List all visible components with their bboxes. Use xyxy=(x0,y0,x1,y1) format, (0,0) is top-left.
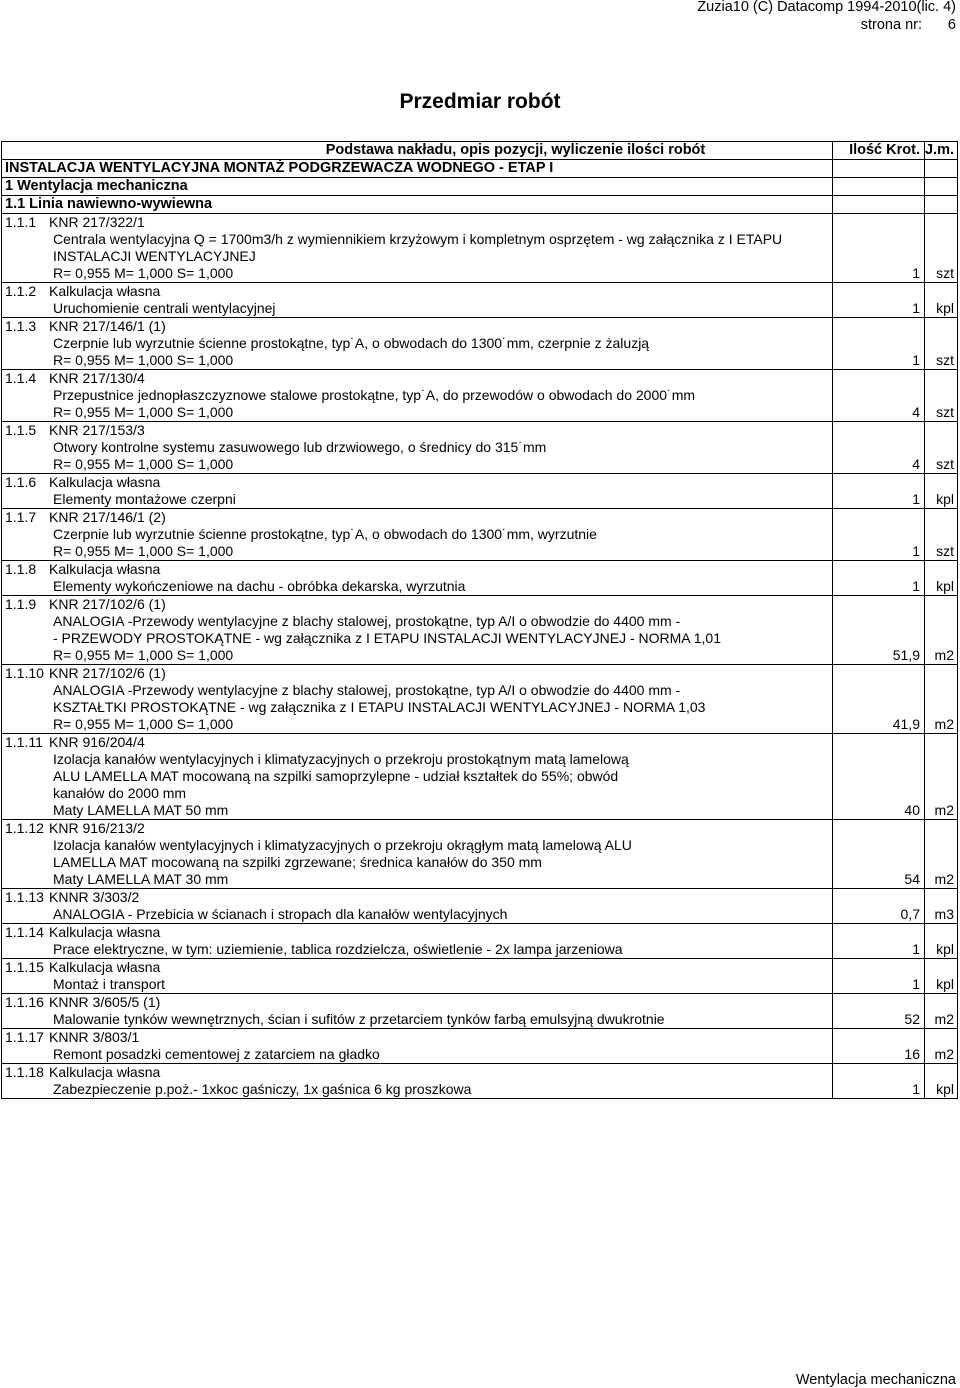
item-unit: m2 xyxy=(924,665,957,734)
item-basis-code: KNR 217/102/6 (1) xyxy=(49,596,166,612)
item-basis-code: KNR 217/153/3 xyxy=(49,422,145,438)
item-description-line: Prace elektryczne, w tym: uziemienie, tablica rozdzielcza, oświetlenie - 2x lampa jarzeniowa xyxy=(53,941,623,957)
item-description-line: Czerpnie lub wyrzutnie ścienne prostokątne, typ˙A, o obwodach do 1300˙mm, wyrzutnie xyxy=(53,526,597,542)
item-description-line: kanałów do 2000 mm xyxy=(53,785,187,801)
item-basis-code: KNR 217/146/1 (1) xyxy=(49,318,166,334)
item-basis-code: Kalkulacja własna xyxy=(49,959,161,975)
section-row xyxy=(2,178,958,196)
header-quantity-label: Ilość xyxy=(849,142,883,158)
item-description-cell xyxy=(2,734,833,820)
item-quantity: 1 xyxy=(832,474,924,509)
section-title: INSTALACJA WENTYLACYJNA MONTAŻ PODGRZEWACZA WODNEGO - ETAP I xyxy=(2,160,833,178)
item-unit: szt xyxy=(924,509,957,561)
item-basis-code: Kalkulacja własna xyxy=(49,474,161,490)
item-description-cell xyxy=(2,370,833,422)
item-quantity: 4 xyxy=(832,370,924,422)
item-description-line: Elementy wykończeniowe na dachu - obróbka dekarska, wyrzutnia xyxy=(53,578,466,594)
item-description-cell xyxy=(2,924,833,959)
item-description-cell xyxy=(2,1064,833,1099)
item-quantity: 1 xyxy=(832,924,924,959)
item-quantity: 16 xyxy=(832,1029,924,1064)
item-number: 1.1.6 xyxy=(5,474,37,490)
item-header xyxy=(5,1064,829,1081)
item-description-line: Izolacja kanałów wentylacyjnych i klimatyzacyjnych o przekroju prostokątnym matą lamelową xyxy=(53,751,629,767)
item-basis-code: KNNR 3/605/5 (1) xyxy=(49,994,161,1010)
item-description-line: ANALOGIA -Przewody wentylacyjne z blachy stalowej, prostokątne, typ A/I o obwodzie do 4400 mm - xyxy=(53,682,681,698)
item-number: 1.1.18 xyxy=(5,1064,44,1080)
table-row xyxy=(2,924,958,959)
item-unit: kpl xyxy=(924,959,957,994)
item-quantity: 41,9 xyxy=(832,665,924,734)
item-description-line: Malowanie tynków wewnętrznych, ścian i sufitów z przetarciem tynków farbą emulsyjną dwukrotnie xyxy=(53,1011,665,1027)
item-description-line: Elementy montażowe czerpni xyxy=(53,491,236,507)
item-unit: m2 xyxy=(924,994,957,1029)
item-description-cell xyxy=(2,561,833,596)
item-description-line: Montaż i transport xyxy=(53,976,166,992)
item-quantity: 4 xyxy=(832,422,924,474)
table-row xyxy=(2,820,958,889)
page-title: Przedmiar robót xyxy=(399,90,561,113)
table-row xyxy=(2,1064,958,1099)
item-description-line: Centrala wentylacyjna Q = 1700m3/h z wymiennikiem krzyżowym i kompletnym osprzętem - wg załącznika z I ETAPU xyxy=(53,231,783,247)
item-number: 1.1.1 xyxy=(5,214,37,230)
table-row xyxy=(2,318,958,370)
item-header xyxy=(5,734,829,751)
item-description-line: R= 0,955 M= 1,000 S= 1,000 xyxy=(53,352,234,368)
item-description-line: Remont posadzki cementowej z zatarciem na gładko xyxy=(53,1046,380,1062)
item-description-line: R= 0,955 M= 1,000 S= 1,000 xyxy=(53,716,234,732)
item-description-line: Czerpnie lub wyrzutnie ścienne prostokątne, typ˙A, o obwodach do 1300˙mm, czerpnie z żaluzją xyxy=(53,335,650,351)
page-footer: Wentylacja mechaniczna xyxy=(795,1372,956,1388)
item-number: 1.1.13 xyxy=(5,889,44,905)
item-header xyxy=(5,596,829,613)
table-row xyxy=(2,596,958,665)
item-description-line: Izolacja kanałów wentylacyjnych i klimatyzacyjnych o przekroju okrągłym matą lamelową ALU xyxy=(53,837,632,853)
item-quantity: 1 xyxy=(832,318,924,370)
item-description-line: Maty LAMELLA MAT 50 mm xyxy=(53,802,229,818)
table-row xyxy=(2,889,958,924)
section-unit-cell xyxy=(924,178,957,196)
item-header xyxy=(5,214,829,231)
item-unit: m2 xyxy=(924,1029,957,1064)
item-unit: m3 xyxy=(924,889,957,924)
item-header xyxy=(5,820,829,837)
page-number: 6 xyxy=(947,17,956,33)
table-row xyxy=(2,959,958,994)
item-number: 1.1.3 xyxy=(5,318,37,334)
table-row xyxy=(2,283,958,318)
item-number: 1.1.17 xyxy=(5,1029,44,1045)
item-quantity: 54 xyxy=(832,820,924,889)
item-description-line: R= 0,955 M= 1,000 S= 1,000 xyxy=(53,456,234,472)
item-unit: szt xyxy=(924,370,957,422)
table-row xyxy=(2,561,958,596)
item-basis-code: Kalkulacja własna xyxy=(49,283,161,299)
item-unit: m2 xyxy=(924,596,957,665)
table-row xyxy=(2,509,958,561)
item-description-cell xyxy=(2,596,833,665)
section-title: 1.1 Linia nawiewno-wywiewna xyxy=(2,196,833,214)
item-description-cell xyxy=(2,214,833,283)
header-krot-label: Krot. xyxy=(886,142,920,158)
item-number: 1.1.15 xyxy=(5,959,44,975)
item-number: 1.1.10 xyxy=(5,665,44,681)
item-description-cell xyxy=(2,959,833,994)
section-unit-cell xyxy=(924,196,957,214)
section-qty-cell xyxy=(832,178,924,196)
item-description-line: R= 0,955 M= 1,000 S= 1,000 xyxy=(53,543,234,559)
item-description-cell xyxy=(2,318,833,370)
item-description-cell xyxy=(2,1029,833,1064)
section-title: 1 Wentylacja mechaniczna xyxy=(2,178,833,196)
item-description-cell xyxy=(2,665,833,734)
item-unit: kpl xyxy=(924,924,957,959)
section-row xyxy=(2,160,958,178)
item-number: 1.1.5 xyxy=(5,422,37,438)
item-basis-code: KNR 217/322/1 xyxy=(49,214,145,230)
item-quantity: 1 xyxy=(832,561,924,596)
item-number: 1.1.11 xyxy=(5,734,43,750)
item-basis-code: KNR 217/130/4 xyxy=(49,370,145,386)
item-description-line: KSZTAŁTKI PROSTOKĄTNE - wg załącznika z I ETAPU INSTALACJI WENTYLACYJNEJ - NORMA 1,03 xyxy=(53,699,706,715)
item-basis-code: KNR 916/213/2 xyxy=(49,820,145,836)
item-quantity: 1 xyxy=(832,509,924,561)
item-description-line: ANALOGIA -Przewody wentylacyjne z blachy stalowej, prostokątne, typ A/I o obwodzie do 4400 mm - xyxy=(53,613,681,629)
item-description-cell xyxy=(2,474,833,509)
item-description-line: ANALOGIA - Przebicia w ścianach i stropach dla kanałów wentylacyjnych xyxy=(53,906,508,922)
item-basis-code: Kalkulacja własna xyxy=(49,924,161,940)
item-header xyxy=(5,1029,829,1046)
item-description-line: Uruchomienie centrali wentylacyjnej xyxy=(53,300,276,316)
item-basis-code: Kalkulacja własna xyxy=(49,1064,161,1080)
table-row xyxy=(2,214,958,283)
item-header xyxy=(5,474,829,491)
item-header xyxy=(5,561,829,578)
item-header xyxy=(5,889,829,906)
measurement-table xyxy=(1,141,958,1099)
item-number: 1.1.2 xyxy=(5,283,37,299)
item-description-cell xyxy=(2,994,833,1029)
table-row xyxy=(2,474,958,509)
item-quantity: 0,7 xyxy=(832,889,924,924)
item-number: 1.1.8 xyxy=(5,561,37,577)
item-basis-code: KNR 217/146/1 (2) xyxy=(49,509,166,525)
item-quantity: 51,9 xyxy=(832,596,924,665)
section-unit-cell xyxy=(924,160,957,178)
item-description-line: Otwory kontrolne systemu zasuwowego lub drzwiowego, o średnicy do 315˙mm xyxy=(53,439,547,455)
item-unit: m2 xyxy=(924,820,957,889)
item-basis-code: KNNR 3/303/2 xyxy=(49,889,140,905)
item-description-cell xyxy=(2,889,833,924)
item-header xyxy=(5,665,829,682)
table-row xyxy=(2,1029,958,1064)
page-indicator xyxy=(697,16,956,34)
section-qty-cell xyxy=(832,196,924,214)
item-header xyxy=(5,959,829,976)
item-basis-code: KNR 916/204/4 xyxy=(49,734,145,750)
item-quantity: 1 xyxy=(832,1064,924,1099)
table-row xyxy=(2,370,958,422)
item-basis-code: Kalkulacja własna xyxy=(49,561,161,577)
item-header xyxy=(5,994,829,1011)
item-description-cell xyxy=(2,422,833,474)
item-unit: kpl xyxy=(924,1064,957,1099)
item-header xyxy=(5,422,829,439)
item-description-line: Maty LAMELLA MAT 30 mm xyxy=(53,871,229,887)
item-description-line: INSTALACJI WENTYLACYJNEJ xyxy=(53,248,256,264)
document-header xyxy=(697,0,956,34)
item-unit: kpl xyxy=(924,561,957,596)
item-number: 1.1.16 xyxy=(5,994,44,1010)
item-quantity: 40 xyxy=(832,734,924,820)
table-row xyxy=(2,734,958,820)
item-header xyxy=(5,283,829,300)
item-header xyxy=(5,370,829,387)
item-number: 1.1.12 xyxy=(5,820,44,836)
item-header xyxy=(5,318,829,335)
item-unit: m2 xyxy=(924,734,957,820)
section-row xyxy=(2,196,958,214)
item-unit: kpl xyxy=(924,283,957,318)
item-description-line: R= 0,955 M= 1,000 S= 1,000 xyxy=(53,404,234,420)
item-number: 1.1.4 xyxy=(5,370,37,386)
item-quantity: 1 xyxy=(832,214,924,283)
item-quantity: 1 xyxy=(832,283,924,318)
item-unit: szt xyxy=(924,214,957,283)
item-unit: kpl xyxy=(924,474,957,509)
item-number: 1.1.14 xyxy=(5,924,44,940)
item-number: 1.1.9 xyxy=(5,596,37,612)
header-description: Podstawa nakładu, opis pozycji, wyliczenie ilości robót xyxy=(2,142,833,160)
item-quantity: 52 xyxy=(832,994,924,1029)
item-number: 1.1.7 xyxy=(5,509,37,525)
item-description-cell xyxy=(2,509,833,561)
item-header xyxy=(5,924,829,941)
table-row xyxy=(2,665,958,734)
item-quantity: 1 xyxy=(832,959,924,994)
item-basis-code: KNNR 3/803/1 xyxy=(49,1029,140,1045)
table-row xyxy=(2,994,958,1029)
header-unit: J.m. xyxy=(924,142,957,160)
section-qty-cell xyxy=(832,160,924,178)
item-unit: szt xyxy=(924,422,957,474)
item-description-line: R= 0,955 M= 1,000 S= 1,000 xyxy=(53,647,234,663)
item-basis-code: KNR 217/102/6 (1) xyxy=(49,665,166,681)
table-header-row xyxy=(2,142,958,160)
item-description-line: LAMELLA MAT mocowaną na szpilki zgrzewane; średnica kanałów do 350 mm xyxy=(53,854,542,870)
item-description-line: - PRZEWODY PROSTOKĄTNE - wg załącznika z I ETAPU INSTALACJI WENTYLACYJNEJ - NORMA 1,01 xyxy=(53,630,721,646)
item-description-cell xyxy=(2,820,833,889)
item-description-cell xyxy=(2,283,833,318)
software-credit: Zuzia10 (C) Datacomp 1994-2010(lic. 4) xyxy=(697,0,956,15)
item-header xyxy=(5,509,829,526)
item-description-line: R= 0,955 M= 1,000 S= 1,000 xyxy=(53,265,234,281)
table-row xyxy=(2,422,958,474)
item-description-line: Przepustnice jednopłaszczyznowe stalowe prostokątne, typ˙A, do przewodów o obwodach do 2000˙mm xyxy=(53,387,696,403)
item-unit: szt xyxy=(924,318,957,370)
item-description-line: Zabezpieczenie p.poż.- 1xkoc gaśniczy, 1x gaśnica 6 kg proszkowa xyxy=(53,1081,472,1097)
page-label: strona nr: xyxy=(860,17,922,33)
item-description-line: ALU LAMELLA MAT mocowaną na szpilki samoprzylepne - udział kształtek do 55%; obwód xyxy=(53,768,619,784)
header-quantity xyxy=(832,142,924,160)
